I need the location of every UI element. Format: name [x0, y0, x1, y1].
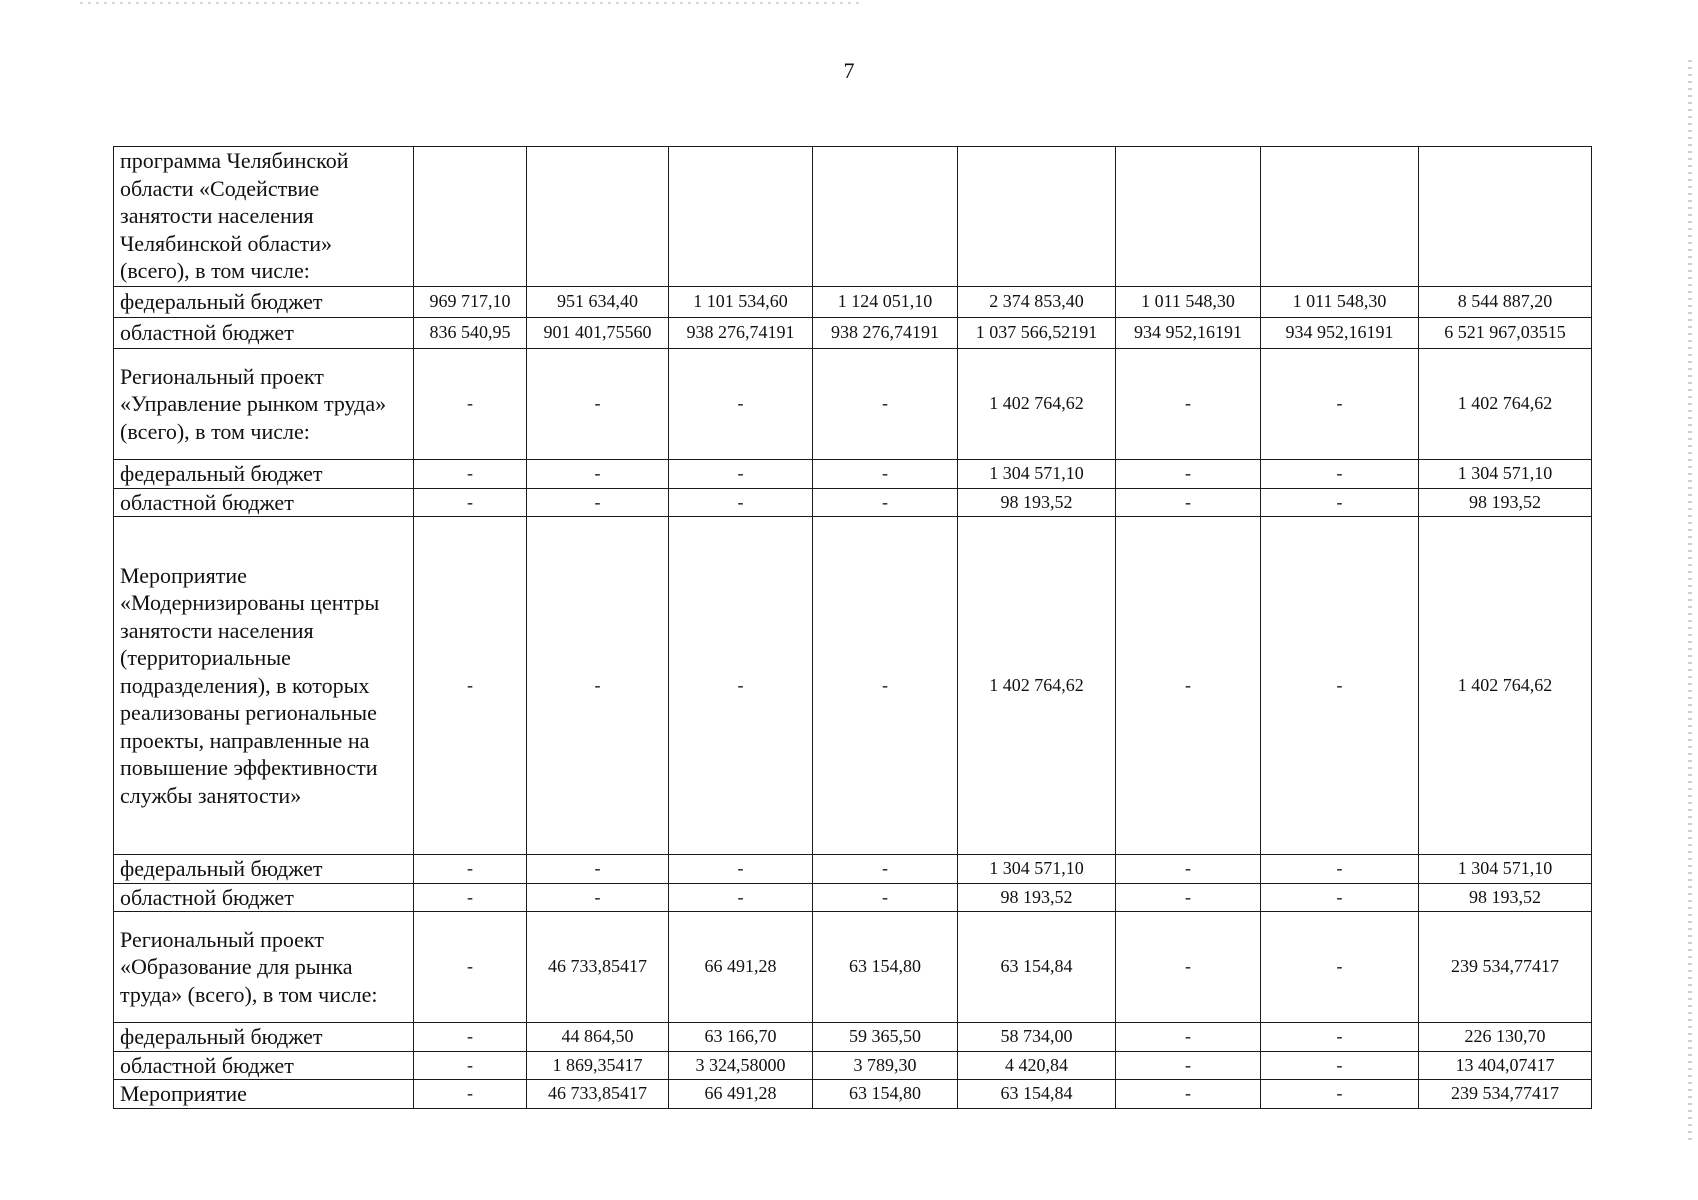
value-cell: 1 304 571,10: [958, 855, 1116, 884]
value-cell: -: [1116, 349, 1261, 460]
value-cell: 6 521 967,03515: [1419, 318, 1592, 349]
table-row: [114, 883, 1592, 912]
value-cell: -: [813, 855, 958, 884]
value-cell: 1 402 764,62: [958, 349, 1116, 460]
value-cell: 938 276,74191: [813, 318, 958, 349]
value-cell: 226 130,70: [1419, 1023, 1592, 1052]
value-cell: -: [1116, 488, 1261, 517]
value-cell: -: [1261, 1051, 1419, 1080]
value-cell: 63 154,84: [958, 912, 1116, 1023]
row-label: областной бюджет: [114, 318, 414, 349]
value-cell: -: [1261, 912, 1419, 1023]
value-cell: -: [414, 349, 527, 460]
table-row: [114, 147, 1592, 287]
value-cell: -: [1261, 517, 1419, 855]
value-cell: -: [414, 517, 527, 855]
value-cell: -: [669, 517, 813, 855]
value-cell: 934 952,16191: [1116, 318, 1261, 349]
value-cell: -: [813, 517, 958, 855]
value-cell: 1 037 566,52191: [958, 318, 1116, 349]
value-cell: 934 952,16191: [1261, 318, 1419, 349]
value-cell: -: [414, 855, 527, 884]
row-label: федеральный бюджет: [114, 287, 414, 318]
value-cell: 4 420,84: [958, 1051, 1116, 1080]
table-row: [114, 460, 1592, 489]
value-cell: 1 304 571,10: [1419, 855, 1592, 884]
value-cell: -: [813, 349, 958, 460]
value-cell: [1116, 147, 1261, 287]
value-cell: 901 401,75560: [527, 318, 669, 349]
value-cell: 1 402 764,62: [958, 517, 1116, 855]
value-cell: -: [1116, 460, 1261, 489]
value-cell: -: [1261, 1023, 1419, 1052]
row-label: областной бюджет: [114, 883, 414, 912]
row-label: федеральный бюджет: [114, 855, 414, 884]
table-row: [114, 517, 1592, 855]
value-cell: 969 717,10: [414, 287, 527, 318]
value-cell: 13 404,07417: [1419, 1051, 1592, 1080]
value-cell: 1 011 548,30: [1116, 287, 1261, 318]
value-cell: [813, 147, 958, 287]
value-cell: -: [414, 1080, 527, 1109]
value-cell: 1 124 051,10: [813, 287, 958, 318]
value-cell: -: [813, 460, 958, 489]
value-cell: -: [527, 349, 669, 460]
value-cell: -: [669, 855, 813, 884]
value-cell: 239 534,77417: [1419, 1080, 1592, 1109]
value-cell: -: [669, 460, 813, 489]
value-cell: 66 491,28: [669, 1080, 813, 1109]
value-cell: -: [414, 460, 527, 489]
value-cell: 98 193,52: [958, 883, 1116, 912]
row-label: Мероприятие: [114, 1080, 414, 1109]
value-cell: 46 733,85417: [527, 1080, 669, 1109]
value-cell: 98 193,52: [1419, 488, 1592, 517]
value-cell: 1 402 764,62: [1419, 349, 1592, 460]
value-cell: -: [527, 883, 669, 912]
budget-table: [113, 146, 1592, 1109]
value-cell: -: [1116, 1051, 1261, 1080]
value-cell: -: [669, 883, 813, 912]
value-cell: 1 869,35417: [527, 1051, 669, 1080]
row-label: областной бюджет: [114, 488, 414, 517]
table-row: [114, 349, 1592, 460]
scan-top-noise: [80, 2, 860, 4]
value-cell: -: [1116, 912, 1261, 1023]
value-cell: 1 304 571,10: [958, 460, 1116, 489]
row-label: федеральный бюджет: [114, 1023, 414, 1052]
table-row: [114, 1080, 1592, 1109]
value-cell: -: [1261, 488, 1419, 517]
value-cell: 938 276,74191: [669, 318, 813, 349]
value-cell: [527, 147, 669, 287]
value-cell: -: [414, 1023, 527, 1052]
value-cell: -: [1116, 855, 1261, 884]
table-row: [114, 1023, 1592, 1052]
value-cell: 98 193,52: [1419, 883, 1592, 912]
table-row: [114, 912, 1592, 1023]
row-label: федеральный бюджет: [114, 460, 414, 489]
value-cell: [1419, 147, 1592, 287]
value-cell: -: [1116, 517, 1261, 855]
value-cell: -: [1261, 855, 1419, 884]
value-cell: -: [414, 1051, 527, 1080]
value-cell: 98 193,52: [958, 488, 1116, 517]
row-label: Региональный проект «Образование для рынка труда» (всего), в том числе:: [114, 912, 414, 1023]
value-cell: -: [1116, 1023, 1261, 1052]
table-row: [114, 855, 1592, 884]
value-cell: 63 166,70: [669, 1023, 813, 1052]
value-cell: -: [414, 883, 527, 912]
page-number: 7: [843, 58, 855, 83]
value-cell: -: [669, 488, 813, 517]
value-cell: [669, 147, 813, 287]
value-cell: 66 491,28: [669, 912, 813, 1023]
value-cell: [1261, 147, 1419, 287]
value-cell: 1 402 764,62: [1419, 517, 1592, 855]
value-cell: -: [527, 855, 669, 884]
value-cell: -: [527, 460, 669, 489]
value-cell: 63 154,80: [813, 1080, 958, 1109]
value-cell: -: [1261, 349, 1419, 460]
table-row: [114, 488, 1592, 517]
value-cell: -: [527, 517, 669, 855]
value-cell: -: [1261, 883, 1419, 912]
value-cell: -: [1116, 883, 1261, 912]
value-cell: 3 324,58000: [669, 1051, 813, 1080]
value-cell: 1 101 534,60: [669, 287, 813, 318]
table-row: [114, 1051, 1592, 1080]
value-cell: 8 544 887,20: [1419, 287, 1592, 318]
value-cell: -: [1261, 1080, 1419, 1109]
value-cell: 239 534,77417: [1419, 912, 1592, 1023]
row-label: программа Челябинской области «Содействие занятости населения Челябинской области» (всего), в том числе:: [114, 147, 414, 287]
value-cell: 46 733,85417: [527, 912, 669, 1023]
table-row: [114, 287, 1592, 318]
value-cell: -: [813, 883, 958, 912]
value-cell: 951 634,40: [527, 287, 669, 318]
value-cell: 63 154,80: [813, 912, 958, 1023]
value-cell: -: [1261, 460, 1419, 489]
value-cell: -: [527, 488, 669, 517]
value-cell: 836 540,95: [414, 318, 527, 349]
value-cell: [958, 147, 1116, 287]
row-label: Региональный проект «Управление рынком труда» (всего), в том числе:: [114, 349, 414, 460]
value-cell: 2 374 853,40: [958, 287, 1116, 318]
value-cell: 1 304 571,10: [1419, 460, 1592, 489]
value-cell: 63 154,84: [958, 1080, 1116, 1109]
value-cell: -: [414, 488, 527, 517]
value-cell: -: [414, 912, 527, 1023]
table-row: [114, 318, 1592, 349]
value-cell: 44 864,50: [527, 1023, 669, 1052]
scan-edge-noise: [1688, 60, 1692, 1140]
row-label: Мероприятие «Модернизированы центры занятости населения (территориальные подразделения), в которых реализованы региональные проекты, направленные на повышение эффективности службы занятости»: [114, 517, 414, 855]
value-cell: 58 734,00: [958, 1023, 1116, 1052]
value-cell: -: [669, 349, 813, 460]
value-cell: -: [1116, 1080, 1261, 1109]
budget-table-body: [114, 147, 1592, 1109]
row-label: областной бюджет: [114, 1051, 414, 1080]
value-cell: 3 789,30: [813, 1051, 958, 1080]
value-cell: -: [813, 488, 958, 517]
value-cell: [414, 147, 527, 287]
value-cell: 1 011 548,30: [1261, 287, 1419, 318]
value-cell: 59 365,50: [813, 1023, 958, 1052]
